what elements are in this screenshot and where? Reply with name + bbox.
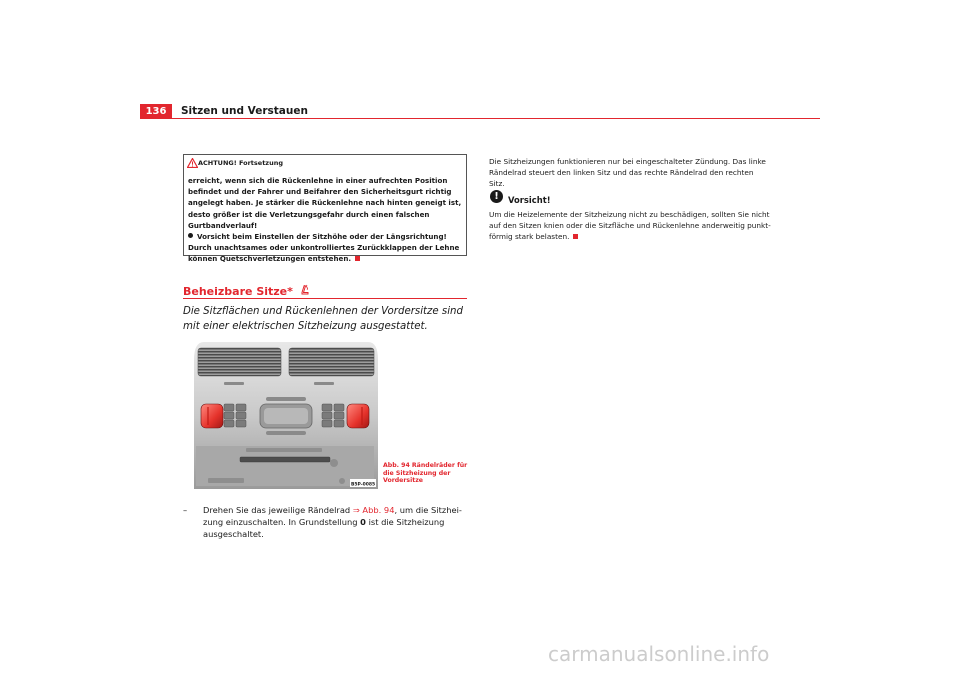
end-marker-icon: [573, 234, 578, 239]
figure-reference-link[interactable]: ⇒ Abb. 94: [352, 505, 395, 515]
step-text-mid: , um die Sitzheizung einzuschalten. In Grundstellung: [203, 505, 462, 527]
step-text: [203, 504, 473, 540]
step-dash: –: [183, 505, 188, 515]
left-seat-heating-dial: [201, 404, 223, 428]
warning-paragraph: erreicht, wenn sich die Rückenlehne in einer aufrechten Position befindet und der Fahrer und Beifahrer den Sicherheitsgurt richtig angelegt haben. Je stärker die Rückenlehne nach hinten geneigt ist, desto größer ist die Verletzungsgefahr durch einen falschen Gurtbandverlauf!: [188, 176, 462, 230]
header-rule: [172, 118, 820, 119]
header-title: Sitzen und Verstauen: [181, 105, 308, 117]
step-text-pre: Drehen Sie das jeweilige Rändelrad: [203, 505, 353, 515]
section-intro: Die Sitzflächen und Rückenlehnen der Vordersitze sind mit einer elektrischen Sitzheizung ausgestattet.: [183, 306, 463, 332]
warning-text: [188, 175, 464, 265]
dashboard-figure: [194, 342, 378, 489]
warning-bullet-item: [188, 231, 464, 265]
right-paragraph: Die Sitzheizungen funktionieren nur bei eingeschalteter Zündung. Das linke Rändelrad steuert den linken Sitz und das rechte Rändelrad den rechten Sitz.: [489, 157, 766, 188]
section-heading-text: Beheizbare Sitze*: [183, 285, 293, 298]
warning-box: [183, 154, 467, 264]
section-heading: [183, 284, 311, 298]
caution-icon: !: [490, 190, 503, 203]
step-text-bold: 0: [360, 517, 366, 527]
warning-triangle-icon: [187, 158, 198, 168]
caution-text-body: Um die Heizelemente der Sitzheizung nicht zu beschädigen, sollten Sie nicht auf den Sitzen knien oder die Sitzfläche und Rückenlehne anderweitig punktförmig stark belasten.: [489, 210, 771, 241]
bullet-icon: [188, 233, 193, 238]
page-number: 136: [140, 104, 172, 119]
caution-text: [489, 209, 771, 242]
footer-watermark: carmanualsonline.info: [548, 642, 770, 666]
section-rule: [183, 298, 467, 299]
step-text-post: ist die Sitzheizung ausgeschaltet.: [203, 517, 445, 539]
warning-heading: ACHTUNG! Fortsetzung: [198, 159, 283, 167]
seat-heating-icon: [299, 284, 311, 296]
figure-caption: Abb. 94 Rändelräder für die Sitzheizung der Vordersitze: [383, 462, 468, 484]
right-seat-heating-dial: [347, 404, 369, 428]
figure-code: B5P-0085: [351, 482, 376, 488]
caution-heading: Vorsicht!: [508, 195, 551, 205]
warning-bullet-text: Vorsicht beim Einstellen der Sitzhöhe oder der Längsrichtung! Durch unachtsames oder unkontrolliertes Zurückklappen der Lehne können Quetschverletzungen entstehen.: [188, 232, 460, 264]
end-marker-icon: [355, 256, 360, 261]
